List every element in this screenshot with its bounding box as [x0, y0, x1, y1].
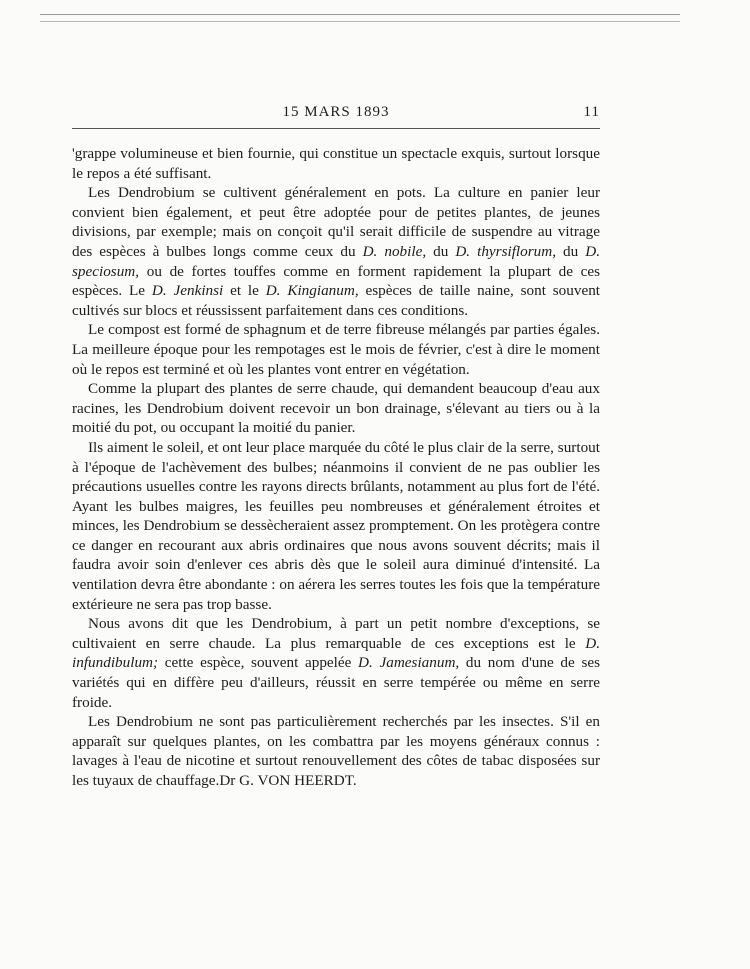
species-name: D. Jenkinsi	[151, 282, 224, 300]
text-run: 'grappe volumineuse et bien fournie, qui constitue un spectacle exquis, surtout lorsque le repos a été suffisant.	[72, 145, 600, 182]
text-run: du nom d'une de ses variétés qui en diffère peu d'ailleurs, réussit en serre tempérée ou même en serre froide.	[72, 654, 600, 711]
text-run: ou de fortes touffes comme en forment rapidement la plupart de ces espèces. Le	[72, 262, 600, 300]
paragraph	[72, 614, 600, 712]
text-run: Le compost est formé de sphagnum et de terre fibreuse mélangés par parties égales. La meilleure époque pour les rempotages est le mois de février, c'est à dire le moment où le repos est terminé et où les plantes vont entrer en végétation.	[72, 321, 600, 378]
text-run: Ils aiment le soleil, et ont leur place marquée du côté le plus clair de la serre, surtout à l'époque de l'achèvement des bulbes; néanmoins il convient de ne pas oublier les précautions usuelles contre les rayons directs brûlants, notamment au plus fort de l'été. Ayant les bulbes maigres, les feuilles peu nombreuses et généralement étroites et minces, les Dendrobium se dessècheraient assez promptement. On les protègera contre ce danger en recourant aux abris ordinaires que nous avons souvent décrits; mais il faudra avoir soin d'enlever ces abris dès que le soleil aura diminué d'intensité. La ventilation devra être abondante : on aérera les serres toutes les fois que la température extérieure ne sera pas trop basse.	[72, 438, 600, 613]
text-run: Comme la plupart des plantes de serre chaude, qui demandent beaucoup d'eau aux racines, les Dendrobium doivent recevoir un bon drainage, s'élevant au tiers ou à la moitié du pot, ou occupant la moitié du panier.	[72, 380, 600, 437]
text-run: Nous avons dit que les Dendrobium, à part un petit nombre d'exceptions, se cultivaient en serre chaude. La plus remarquable de ces exceptions est le	[72, 615, 600, 652]
running-header-date: 15 MARS 1893	[282, 104, 390, 120]
species-name: D. Jamesianum,	[358, 654, 460, 672]
species-name: D. speciosum,	[72, 242, 601, 280]
header-rule	[72, 128, 600, 129]
text-run: Les Dendrobium ne sont pas particulièrement recherchés par les insectes. S'il en apparaît sur quelques plantes, on les combattra par les moyens généraux connus : lavages à l'eau de nicotine et surtout renouvellement des côtes de tabac disposées sur les tuyaux de chauffage.	[72, 713, 600, 789]
species-name: D. thyrsiflorum,	[455, 242, 557, 260]
text-run: Les Dendrobium se cultivent généralement en pots. La culture en panier leur convient bien également, et peut être adoptée pour de petites plantes, de jeunes divisions, par exemple; mais on conçoit qu'il serait difficile de suspendre au vitrage des espèces à bulbes longs comme ceux du	[72, 184, 600, 260]
text-run: du	[426, 242, 456, 260]
paragraph	[72, 379, 600, 438]
paragraph	[72, 320, 600, 379]
page-number: 11	[583, 104, 600, 120]
species-name: D. Kingianum,	[265, 282, 359, 300]
paragraph	[72, 183, 600, 320]
top-edge-rule-secondary	[40, 21, 680, 22]
text-run: et le	[223, 282, 266, 300]
species-name: D. nobile,	[362, 242, 427, 260]
species-name: D. infundibulum;	[72, 634, 600, 672]
paragraph-continuation	[72, 144, 600, 183]
text-run: du	[556, 242, 586, 260]
article-body	[72, 144, 600, 791]
top-edge-rule	[40, 14, 680, 15]
text-run: cette espèce, souvent appelée	[158, 654, 359, 672]
author-signature: Dr G. VON HEERDT.	[219, 772, 357, 789]
paragraph	[72, 438, 600, 614]
paragraph	[72, 712, 600, 790]
text-run: espèces de taille naine, sont souvent cultivés sur blocs et réussissent parfaitement dans ces conditions.	[72, 282, 601, 319]
